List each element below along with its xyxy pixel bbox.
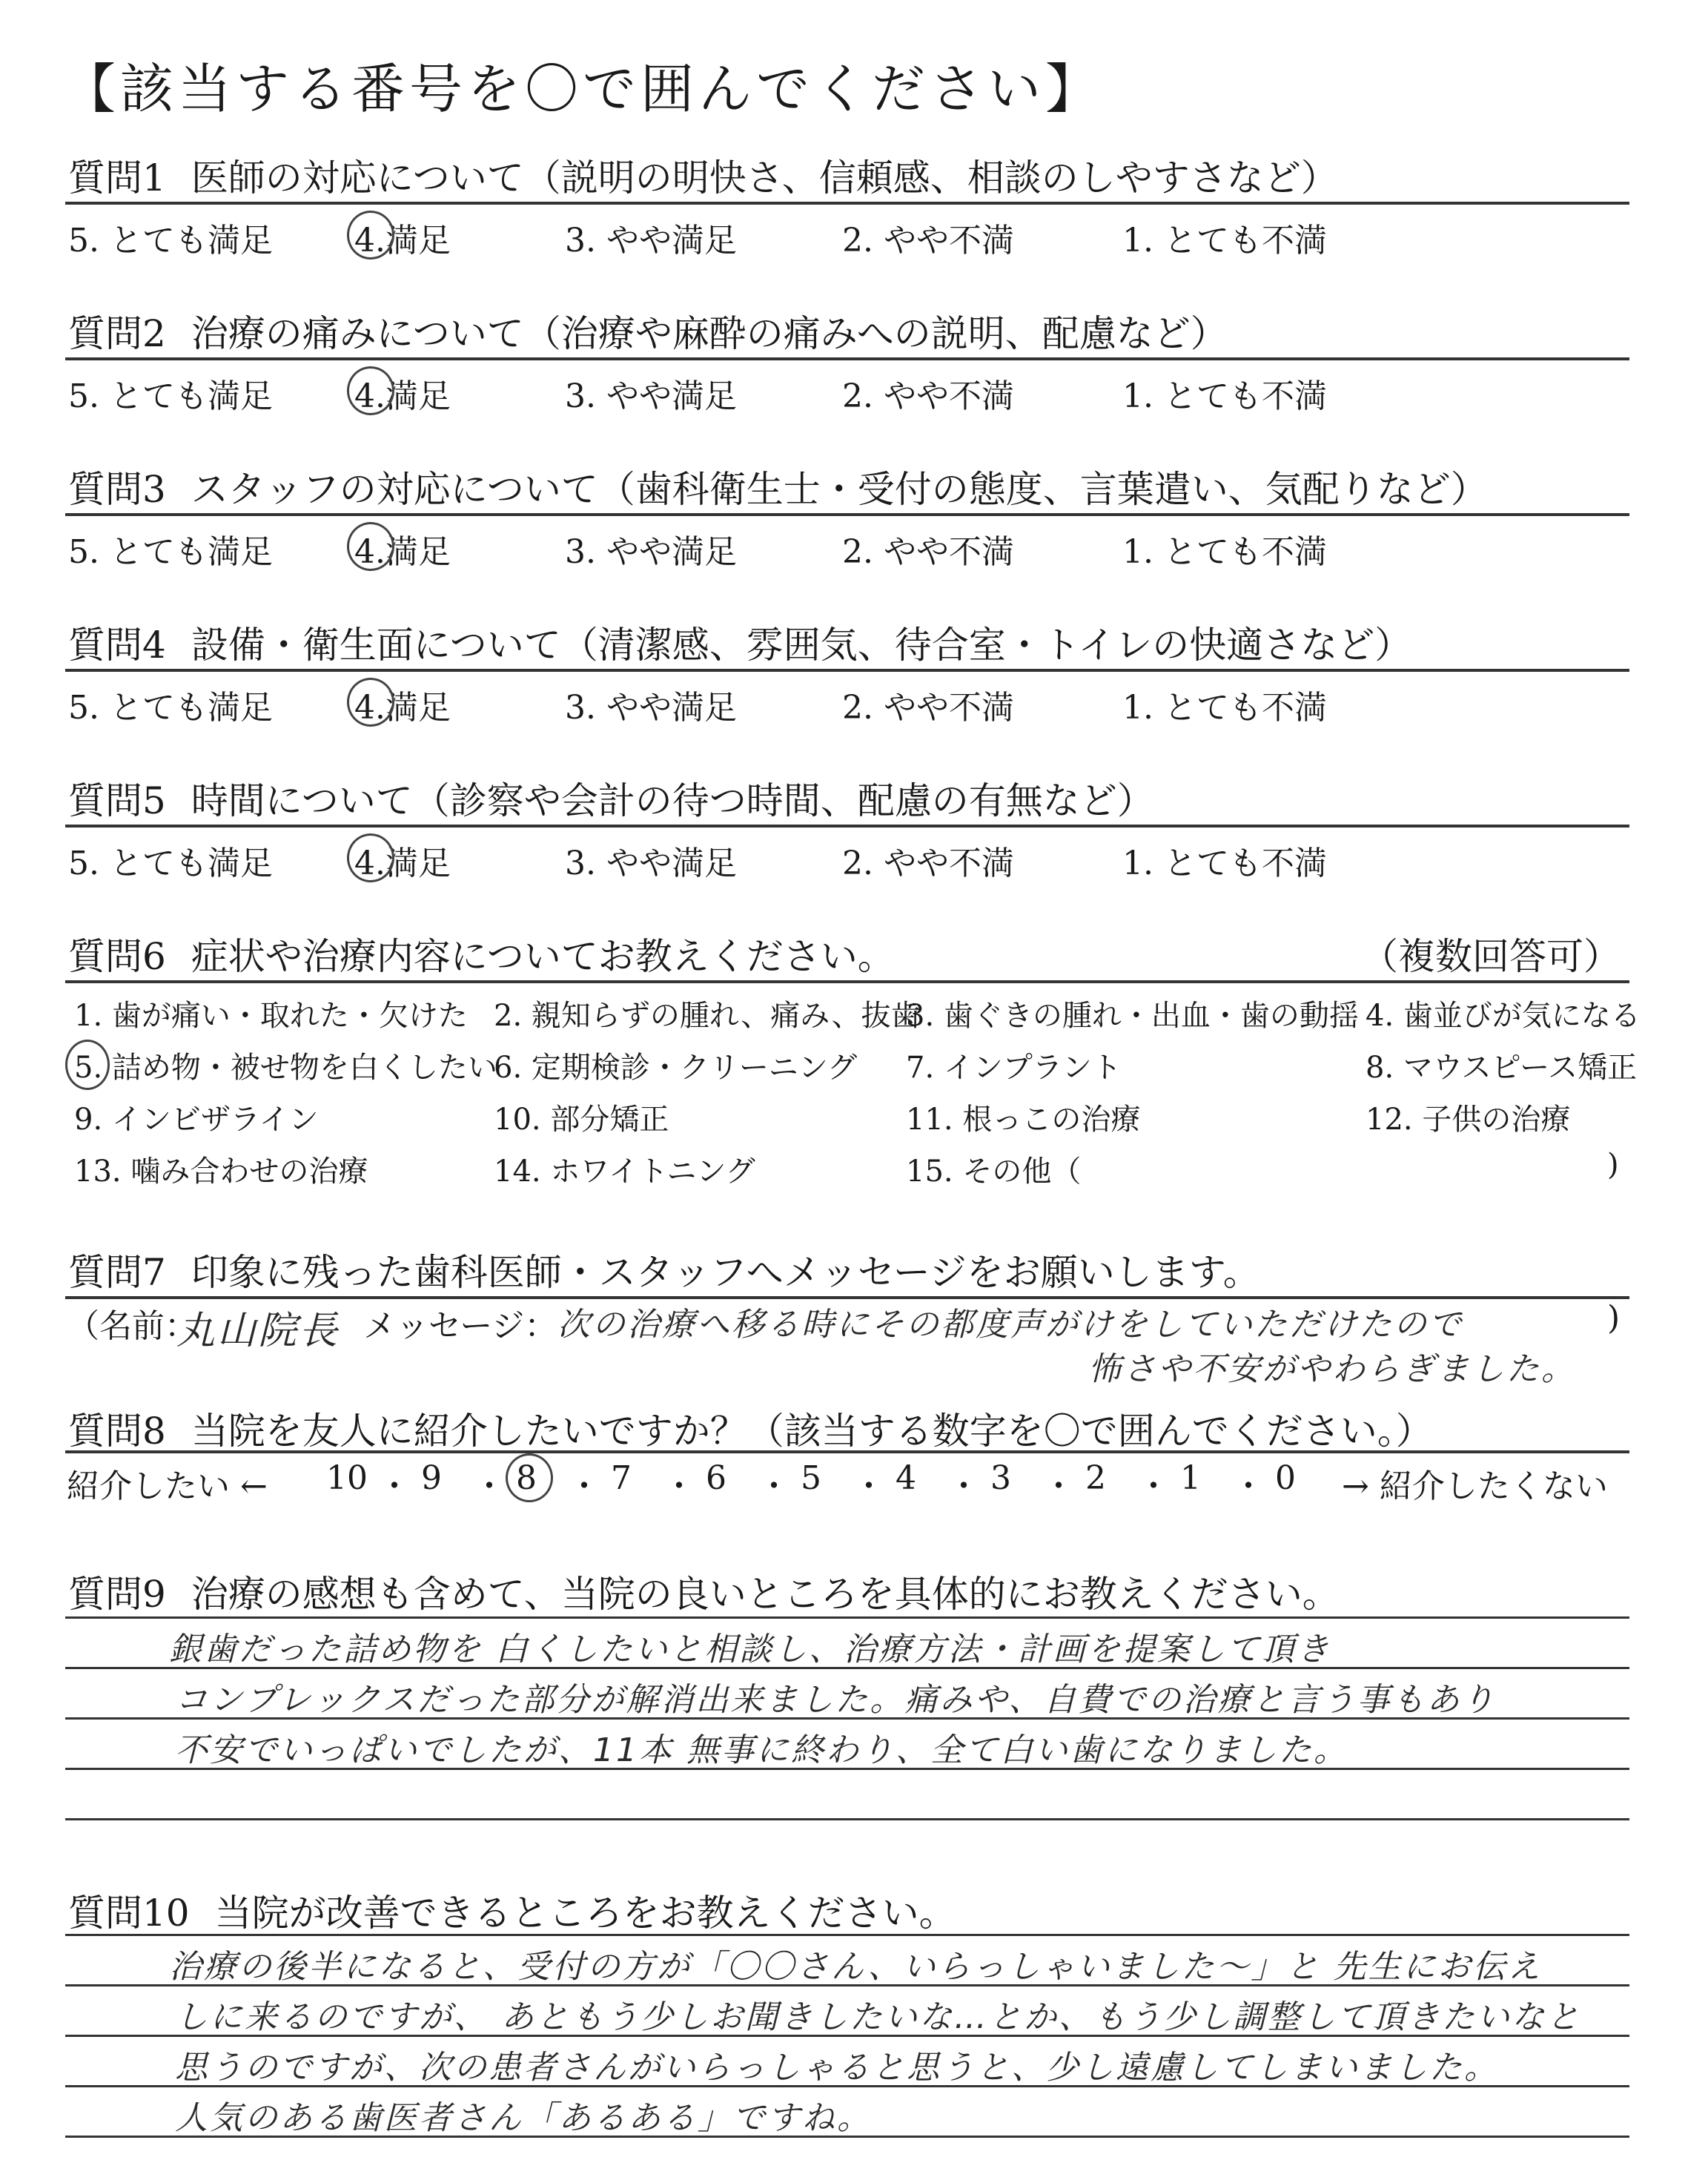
instruction-heading: 【該当する番号を〇で囲んでください】 [62,58,1104,120]
rating-question-heading [68,148,1338,202]
rating-option: 2. やや不満 [842,533,1014,571]
rating-option: 5. とても満足 [68,845,273,882]
q9-text: 治療の感想も含めて、当院の良いところを具体的にお教えください。 [191,1573,1340,1616]
q6-note: （複数回答可） [1361,935,1621,978]
q8-scale-dot: ・ [947,1467,980,1505]
rating-option: 1. とても不満 [1122,533,1327,571]
q8-scale-dot: ・ [378,1467,411,1505]
q8-scale-dot: ・ [1232,1467,1265,1505]
rating-option: 1. とても不満 [1122,377,1327,415]
question-text: 医師の対応について（説明の明快さ、信頼感、相談のしやすさなど） [191,156,1338,199]
question-rule [65,825,1629,828]
q6-option: 15. その他（ [906,1155,1082,1189]
q8-number: 質問8 [68,1410,166,1453]
q10-heading [68,1883,956,1937]
rating-option: 5. とても満足 [68,377,273,415]
question-text: スタッフの対応について（歯科衛生士・受付の態度、言葉遣い、気配りなど） [191,468,1488,511]
q7-message-label: メッセージ： [363,1307,557,1345]
question-number: 質問2 [68,312,166,355]
question-rule [65,513,1629,516]
rating-option: 2. やや不満 [842,222,1014,260]
q7-number: 質問7 [68,1251,166,1294]
q6-option: 8. マウスピース矯正 [1366,1051,1638,1085]
q6-option: 2. 親知らずの腫れ、痛み、抜歯 [494,999,921,1033]
question-number: 質問5 [68,779,166,822]
q7-name-label: （名前： [67,1307,197,1345]
q8-scale-value: 4 [896,1459,916,1497]
q8-scale-dot: ・ [853,1467,885,1505]
rating-option: 3. やや満足 [565,689,737,727]
rating-option: 1. とても不満 [1122,845,1327,882]
q6-rule [65,980,1629,983]
rating-option: 1. とても不満 [1122,689,1327,727]
q8-scale-dot: ・ [758,1467,790,1505]
question-text: 時間について（診察や会計の待つ時間、配慮の有無など） [191,779,1154,822]
q6-option: 12. 子供の治療 [1366,1103,1571,1137]
rating-option: 3. やや満足 [565,845,737,882]
q9-heading [68,1565,1340,1618]
question-rule [65,202,1629,205]
q8-scale-dot: ・ [663,1467,695,1505]
rating-option: 4.満足 [354,845,451,882]
rating-option: 4.満足 [354,222,451,260]
q6-option: 3. 歯ぐきの腫れ・出血・歯の動揺 [906,999,1359,1033]
question-text: 治療の痛みについて（治療や麻酔の痛みへの説明、配慮など） [191,312,1228,355]
q9-answer-line: コンプレックスだった部分が解消出来ました。痛みや、自費での治療と言う事もあり [175,1681,1497,1719]
q8-scale-dot: ・ [1137,1467,1170,1505]
q8-scale-value: 6 [706,1459,726,1497]
q7-heading [68,1243,1260,1296]
selected-answer-circle [347,678,394,727]
q6-option: 10. 部分矯正 [494,1103,669,1137]
q6-option: 5. 詰め物・被せ物を白くしたい [74,1051,497,1085]
q7-name-value: 丸山院長 [176,1309,340,1353]
rating-option: 3. やや満足 [565,222,737,260]
rating-option: 4.満足 [354,533,451,571]
q6-option: 6. 定期検診・クリーニング [494,1051,858,1085]
q9-answer-line: 不安でいっぱいでしたが、11本 無事に終わり、全て白い歯になりました。 [175,1731,1348,1769]
rating-question-heading [68,460,1488,513]
rating-option: 2. やや不満 [842,377,1014,415]
q10-answer-line: 人気のある歯医者さん「あるある」ですね。 [175,2099,872,2137]
q8-scale-value: 0 [1275,1459,1296,1497]
q8-scale-value: 9 [421,1459,442,1497]
q8-scale-value: 10 [326,1459,368,1497]
q8-scale-value: 7 [611,1459,632,1497]
q9-rule [65,1818,1629,1820]
selected-answer-circle [347,211,394,260]
q10-text: 当院が改善できるところをお教えください。 [214,1892,956,1935]
q6-option: 4. 歯並びが気になる [1366,999,1641,1033]
q8-scale-dot: ・ [568,1467,600,1505]
rating-option: 5. とても満足 [68,533,273,571]
rating-question-heading [68,615,1411,669]
q8-scale-value: 3 [990,1459,1011,1497]
q7-message-line2: 怖さや不安がやわらぎました。 [1088,1350,1576,1388]
q9-answer-line: 銀歯だった詰め物を 白くしたいと相談し、治療方法・計画を提案して頂き [169,1631,1331,1668]
q6-selected-circle [65,1040,110,1090]
question-text: 設備・衛生面について（清潔感、雰囲気、待合室・トイレの快適さなど） [191,624,1412,667]
q8-heading [68,1401,1433,1455]
question-rule [65,357,1629,360]
q7-message-line1: 次の治療へ移る時にその都度声がけをしていただけたので [557,1306,1463,1344]
q10-rule [65,1934,1629,1936]
question-number: 質問1 [68,156,166,199]
q6-option: 1. 歯が痛い・取れた・欠けた [74,999,468,1033]
rating-option: 1. とても不満 [1122,222,1327,260]
rating-option: 5. とても満足 [68,222,273,260]
q9-number: 質問9 [68,1573,166,1616]
q6-option: 14. ホワイトニング [494,1155,755,1189]
q6-option: 13. 噛み合わせの治療 [74,1155,368,1189]
q7-text: 印象に残った歯科医師・スタッフへメッセージをお願いします。 [191,1251,1260,1294]
q10-answer-line: しに来るのですが、 あともう少しお聞きしたいな…とか、もう少し調整して頂きたいなと [175,1998,1581,2036]
question-rule [65,669,1629,672]
q10-answer-line: 思うのですが、次の患者さんがいらっしゃると思うと、少し遠慮してしまいました。 [175,2049,1499,2087]
q8-right-label: → 紹介したくない [1342,1467,1608,1505]
q8-scale-value: 5 [801,1459,821,1497]
rating-option: 3. やや満足 [565,377,737,415]
rating-option: 4.満足 [354,377,451,415]
rating-question-heading [68,304,1228,357]
q6-option: ) [1607,1148,1619,1182]
question-number: 質問4 [68,624,166,667]
q8-scale-dot: ・ [473,1467,506,1505]
q6-number: 質問6 [68,935,166,978]
q6-option: 11. 根っこの治療 [906,1103,1141,1137]
q6-text: 症状や治療内容についてお教えください。 [191,935,895,978]
q10-number: 質問10 [68,1892,190,1935]
q6-option: 9. インビザライン [74,1103,319,1137]
q8-left-label: 紹介したい ← [67,1467,268,1505]
q9-rule [65,1616,1629,1619]
q8-scale-value: 1 [1180,1459,1201,1497]
q6-option: 7. インプラント [906,1051,1122,1085]
rating-option: 5. とても満足 [68,689,273,727]
rating-option: 4.満足 [354,689,451,727]
rating-question-heading [68,771,1154,825]
q10-answer-line: 治療の後半になると、受付の方が「〇〇さん、いらっしゃいました～」と 先生にお伝え [169,1948,1543,1986]
selected-answer-circle [347,522,394,571]
question-number: 質問3 [68,468,166,511]
q8-scale-dot: ・ [1042,1467,1075,1505]
q8-rule [65,1450,1629,1453]
q7-close: ) [1607,1299,1621,1337]
q8-scale-value: 2 [1085,1459,1106,1497]
rating-option: 2. やや不満 [842,689,1014,727]
q8-scale-value: 8 [516,1459,537,1497]
q6-heading [68,927,895,980]
q8-text: 当院を友人に紹介したいですか？（該当する数字を〇で囲んでください。） [191,1410,1433,1453]
rating-option: 3. やや満足 [565,533,737,571]
rating-option: 2. やや不満 [842,845,1014,882]
selected-answer-circle [347,833,394,882]
q8-selected-circle [506,1453,553,1502]
selected-answer-circle [347,366,394,415]
